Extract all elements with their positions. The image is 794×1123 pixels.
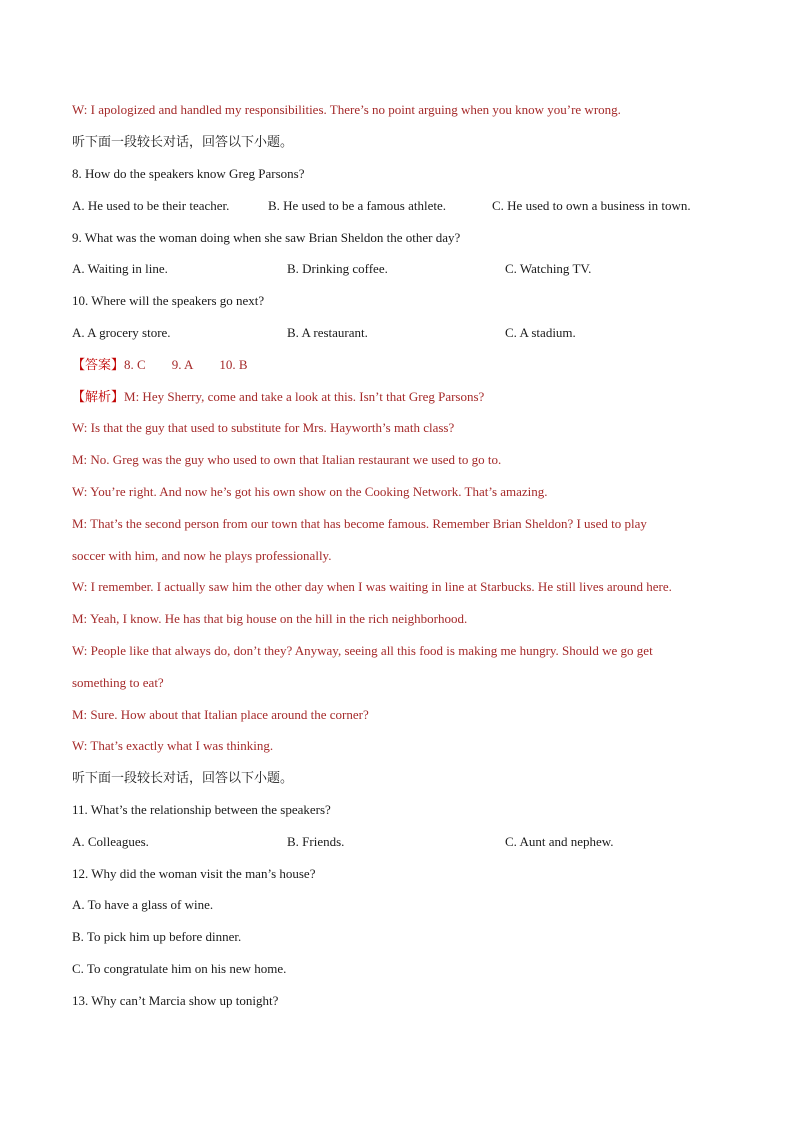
transcript-line-w-apology: W: I apologized and handled my responsibilities. There’s no point arguing when you know you’re wrong. <box>72 102 621 117</box>
option-10b: B. A restaurant. <box>287 325 368 340</box>
option-9a: A. Waiting in line. <box>72 261 168 276</box>
answer-9: 9. A <box>171 357 194 372</box>
section-instruction: 听下面一段较长对话，回答以下小题。 <box>72 134 294 149</box>
question-8-options <box>72 196 734 216</box>
option-10a: A. A grocery store. <box>72 325 171 340</box>
transcript-line: W: That’s exactly what I was thinking. <box>72 738 274 753</box>
option-8a: A. He used to be their teacher. <box>72 198 230 213</box>
section-instruction: 听下面一段较长对话，回答以下小题。 <box>72 770 294 785</box>
transcript-line: M: Hey Sherry, come and take a look at this. Isn’t that Greg Parsons? <box>124 389 485 404</box>
option-8c: C. He used to own a business in town. <box>492 198 691 213</box>
option-11c: C. Aunt and nephew. <box>505 834 614 849</box>
option-11b: B. Friends. <box>287 834 345 849</box>
option-8b: B. He used to be a famous athlete. <box>268 198 446 213</box>
transcript-line: M: Yeah, I know. He has that big house on the hill in the rich neighborhood. <box>72 611 468 626</box>
question-11-options <box>72 832 734 852</box>
transcript-line: M: That’s the second person from our town that has become famous. Remember Brian Sheldon? I used to play <box>72 516 647 531</box>
analysis-line-1 <box>72 387 734 407</box>
transcript-line: W: Is that the guy that used to substitute for Mrs. Hayworth’s math class? <box>72 420 455 435</box>
transcript-line: W: You’re right. And now he’s got his own show on the Cooking Network. That’s amazing. <box>72 484 548 499</box>
option-9b: B. Drinking coffee. <box>287 261 388 276</box>
question-11: 11. What’s the relationship between the speakers? <box>72 802 331 817</box>
question-13: 13. Why can’t Marcia show up tonight? <box>72 993 279 1008</box>
question-10: 10. Where will the speakers go next? <box>72 293 265 308</box>
option-10c: C. A stadium. <box>505 325 576 340</box>
option-12b: B. To pick him up before dinner. <box>72 929 242 944</box>
transcript-line: something to eat? <box>72 675 164 690</box>
answer-label: 【答案】 <box>72 357 125 372</box>
transcript-line: M: Sure. How about that Italian place around the corner? <box>72 707 369 722</box>
transcript-line: W: People like that always do, don’t they? Anyway, seeing all this food is making me hungry. Should we go get <box>72 643 653 658</box>
option-9c: C. Watching TV. <box>505 261 592 276</box>
question-9: 9. What was the woman doing when she saw Brian Sheldon the other day? <box>72 230 461 245</box>
question-12: 12. Why did the woman visit the man’s house? <box>72 866 316 881</box>
transcript-line: M: No. Greg was the guy who used to own that Italian restaurant we used to go to. <box>72 452 502 467</box>
option-12a: A. To have a glass of wine. <box>72 897 214 912</box>
transcript-line: soccer with him, and now he plays professionally. <box>72 548 332 563</box>
transcript-line: W: I remember. I actually saw him the other day when I was waiting in line at Starbucks. He still lives around here. <box>72 579 672 594</box>
question-8: 8. How do the speakers know Greg Parsons? <box>72 166 305 181</box>
question-10-options <box>72 323 734 343</box>
answer-10: 10. B <box>219 357 248 372</box>
answer-8: 8. C <box>124 357 146 372</box>
answer-key <box>72 355 734 375</box>
option-11a: A. Colleagues. <box>72 834 149 849</box>
analysis-label: 【解析】 <box>72 389 125 404</box>
question-9-options <box>72 259 734 279</box>
option-12c: C. To congratulate him on his new home. <box>72 961 287 976</box>
